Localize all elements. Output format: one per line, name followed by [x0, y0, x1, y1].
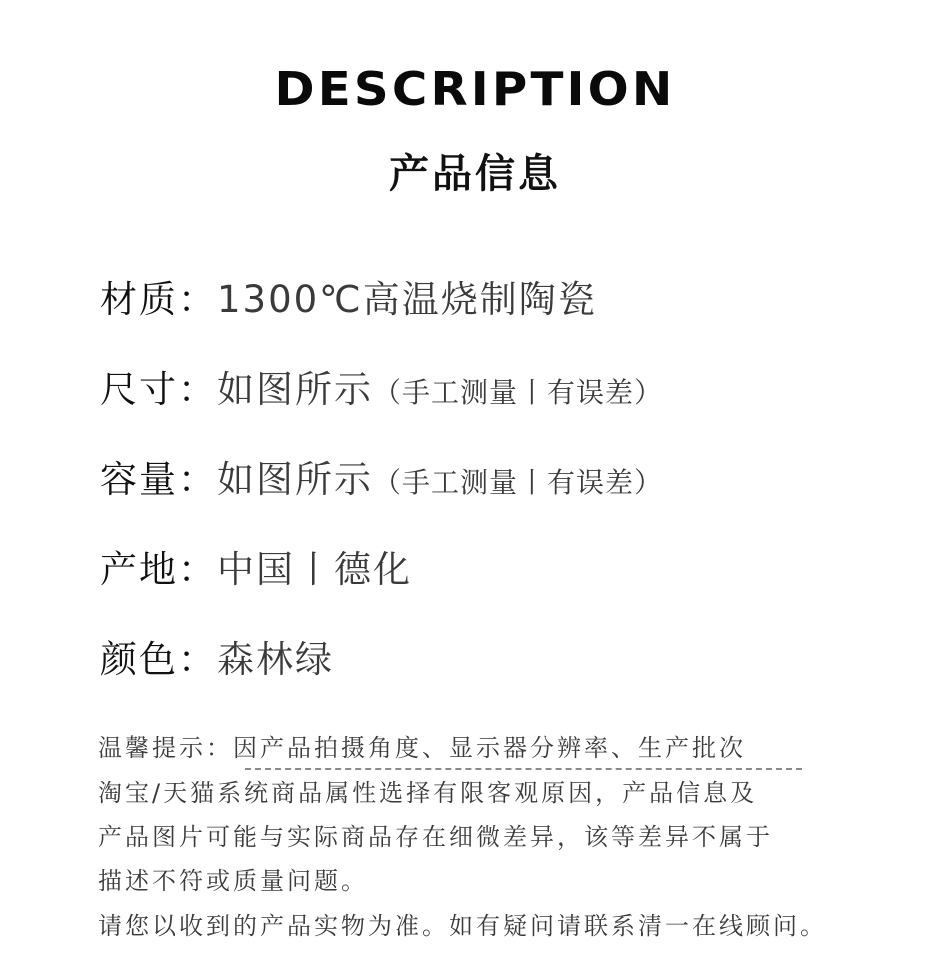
- spec-note: （手工测量丨有误差）: [373, 376, 664, 409]
- notice-line: 产品图片可能与实际商品存在细微差异，该等差异不属于: [98, 823, 773, 851]
- page-title-english: DESCRIPTION: [274, 62, 676, 116]
- notice-line: 描述不符或质量问题。: [98, 867, 368, 895]
- spec-value: 如图所示: [217, 368, 373, 411]
- spec-label: 产地：: [100, 548, 217, 591]
- spec-row-material: [100, 278, 597, 322]
- spec-value: 中国丨德化: [217, 548, 412, 591]
- spec-label: 颜色：: [100, 638, 217, 681]
- spec-label: 容量：: [100, 458, 217, 501]
- spec-note: （手工测量丨有误差）: [373, 466, 664, 499]
- spec-row-color: [100, 638, 334, 682]
- spec-row-size: [100, 368, 663, 415]
- notice-line: 请您以收到的产品实物为准。如有疑问请联系清一在线顾问。: [98, 912, 827, 940]
- spec-label: 尺寸：: [100, 368, 217, 411]
- spec-value: 1300℃高温烧制陶瓷: [217, 278, 597, 321]
- notice-dashed-underline: [245, 768, 802, 770]
- spec-value: 森林绿: [217, 638, 334, 681]
- notice-line: 温馨提示：因产品拍摄角度、显示器分辨率、生产批次: [98, 734, 746, 762]
- notice-line: 淘宝/天猫系统商品属性选择有限客观原因，产品信息及: [98, 779, 758, 807]
- spec-value: 如图所示: [217, 458, 373, 501]
- spec-row-capacity: [100, 458, 663, 505]
- page-title-chinese: 产品信息: [389, 151, 561, 197]
- spec-row-origin: [100, 548, 412, 592]
- spec-label: 材质：: [100, 278, 217, 321]
